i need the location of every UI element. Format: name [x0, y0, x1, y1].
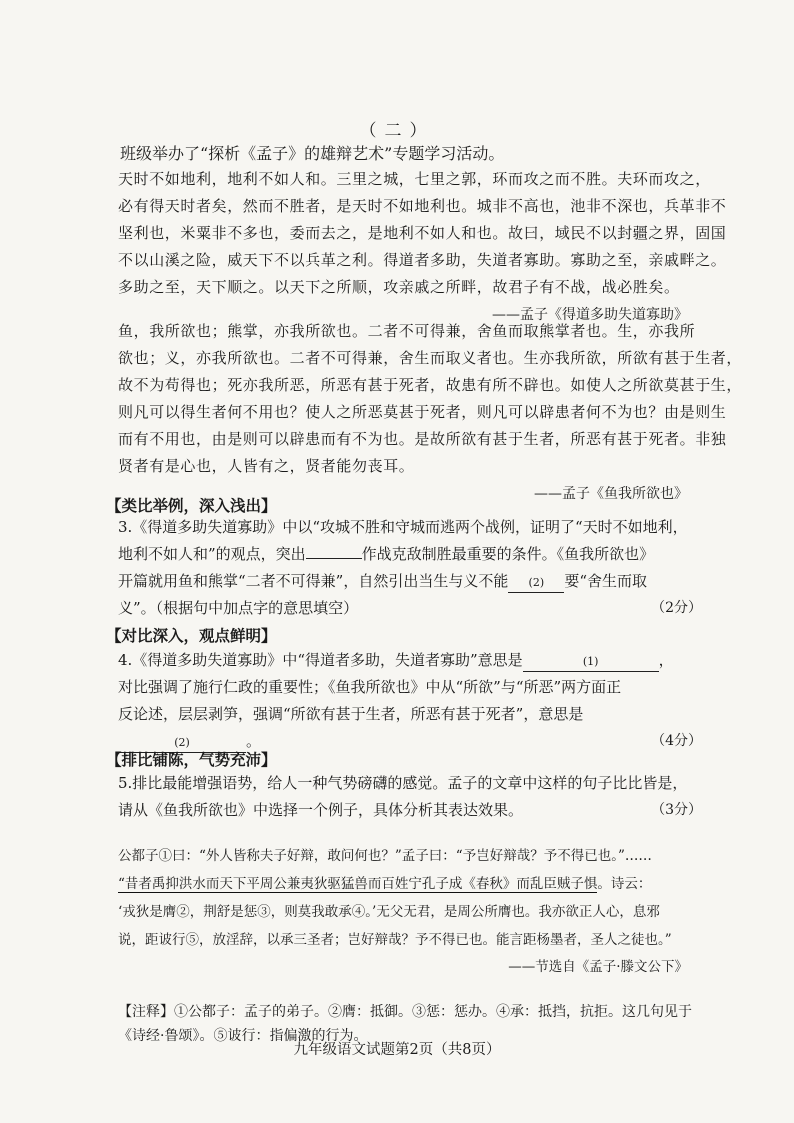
q4-section-tag: 【对比深入，观点鲜明】 [106, 626, 277, 645]
passage-3-underlined-sentence: “昔者禹抑洪水而天下平周公兼夷狄驱猛兽而百姓宁孔子成《春秋》而乱臣贼子惧 [118, 876, 598, 892]
q3-points: （2分） [651, 600, 702, 616]
passage-3-line-3: ‘戎狄是膺②，荆舒是惩③，则莫我敢承④。’无父无君，是周公所膺也。我亦欲正人心，息邪 [118, 904, 660, 920]
q4-line-1 [118, 647, 702, 674]
q5-points: （3分） [651, 802, 702, 818]
q5-section-tag: 【排比铺陈，气势充沛】 [106, 750, 277, 769]
passage-1 [118, 166, 727, 329]
page-footer: 九年级语文试题第2页（共8页） [293, 1042, 501, 1058]
passage-3 [118, 842, 698, 980]
passage-2-line: 则凡可以得生者何不用也？使人之所恶莫甚于死者，则凡可以辟患者何不为也？由是则生 [118, 403, 727, 421]
q3-line-4 [118, 595, 702, 622]
passage-1-line: 多助之至，天下顺之。以天下之所顺，攻亲戚之所畔，故君子有不战，战必胜矣。 [118, 278, 680, 296]
q4-blank-2[interactable]: (2) [118, 734, 246, 753]
q3-line-3 [118, 568, 702, 595]
passage-1-line: 坚利也，米粟非不多也，委而去之，是地利不如人和也。故曰，域民不以封疆之界，固国 [118, 224, 727, 242]
q4-points: （4分） [651, 733, 702, 749]
q3-line-3-start: 开篇就用鱼和熊掌“二者不可得兼”，自然引出当生与义不能 [118, 572, 509, 590]
passage-2-line: 故不为苟得也；死亦我所恶，所恶有甚于死者，故患有所不辟也。如使人之所欲莫甚于生， [118, 376, 743, 394]
q3-blank-1[interactable] [306, 558, 362, 559]
passage-1-line: 必有得天时者矣，然而不胜者，是天时不如地利也。城非不高也，池非不深也，兵革非不 [118, 197, 727, 215]
activity-intro: 班级举办了“探析《孟子》的雄辩艺术”专题学习活动。 [120, 144, 505, 163]
passage-2 [118, 318, 743, 508]
passage-3-line-2 [118, 870, 698, 898]
q4-line-3: 反论述，层层剥笋，强调“所欲有甚于生者，所恶有甚于死者”，意思是 [118, 705, 584, 723]
q4-line-4-end: 。 [246, 732, 262, 750]
passage-1-line: 不以山溪之险，威天下不以兵革之利。得道者多助，失道者寡助。寡助之至，亲戚畔之。 [118, 251, 727, 269]
question-3 [118, 514, 702, 622]
q4-line-1-end: ， [658, 651, 674, 669]
q3-blank-2[interactable]: (2) [508, 574, 564, 593]
passage-1-line: 天时不如地利，地利不如人和。三里之城，七里之郭，环而攻之而不胜。夫环而攻之， [118, 170, 711, 188]
q3-section-tag: 【类比举例，深入浅出】 [106, 496, 277, 515]
q3-line-1: 3.《得道多助失道寡助》中以“攻城不胜和守城而逃两个战例，证明了“天时不如地利， [118, 518, 688, 536]
q4-blank-1[interactable]: (1) [523, 653, 659, 672]
q3-instruction: 义”。（根据句中加点字的意思填空） [118, 599, 359, 617]
question-4 [118, 647, 702, 755]
passage-3-line-2-end: 。诗云： [597, 876, 652, 892]
notes-line-2: 《诗经·鲁颂》。⑤诐行：指偏激的行为。 [118, 1028, 368, 1044]
q3-line-2-start: 地利不如人和”的观点，突出 [118, 545, 306, 563]
passage-3-line-4: 说，距诐行⑤，放淫辞，以承三圣者；岂好辩哉？予不得已也。能言距杨墨者，圣人之徒也。” [118, 932, 672, 948]
q5-line-1: 5.排比最能增强语势，给人一种气势磅礴的感觉。孟子的文章中这样的句子比比皆是， [118, 774, 688, 792]
passage-2-source: ——孟子《鱼我所欲也》 [534, 486, 688, 502]
passage-3-line-1: 公都子①曰：“外人皆称夫子好辩，敢问何也？”孟子曰：“予岂好辩哉？予不得已也。”…… [118, 848, 652, 864]
q3-line-2-end: 作战克敌制胜最重要的条件。《鱼我所欲也》 [361, 545, 655, 563]
section-title: （二） [359, 121, 435, 141]
q5-line-2 [118, 797, 702, 824]
passage-1-source: ——孟子《得道多助失道寡助》 [492, 307, 688, 323]
question-5 [118, 770, 702, 824]
q4-line-2: 对比强调了施行仁政的重要性；《鱼我所欲也》中从“所欲”与“所恶”两方面正 [118, 678, 622, 696]
passage-2-line: 鱼，我所欲也；熊掌，亦我所欲也。二者不可得兼，舍鱼而取熊掌者也。生，亦我所 [118, 322, 696, 340]
passage-3-source: ——节选自《孟子·滕文公下》 [508, 959, 688, 975]
notes-line-1: 【注释】①公都子：孟子的弟子。②膺：抵御。③惩：惩办。④承：抵挡，抗拒。这几句见于 [118, 1004, 692, 1020]
passage-2-line: 而有不用也，由是则可以辟患而有不为也。是故所欲有甚于生者，所恶有甚于死者。非独 [118, 430, 727, 448]
q4-line-1-start: 4.《得道多助失道寡助》中“得道者多助，失道者寡助”意思是 [118, 651, 523, 669]
q5-line-2-text: 请从《鱼我所欲也》中选择一个例子，具体分析其表达效果。 [118, 801, 524, 819]
q3-line-2 [118, 541, 702, 568]
q3-line-3-end: 要“舍生而取 [564, 572, 648, 590]
passage-2-line: 贤者有是心也，人皆有之，贤者能勿丧耳。 [118, 457, 415, 475]
passage-2-line: 欲也；义，亦我所欲也。二者不可得兼，舍生而取义者也。生亦我所欲，所欲有甚于生者， [118, 349, 743, 367]
